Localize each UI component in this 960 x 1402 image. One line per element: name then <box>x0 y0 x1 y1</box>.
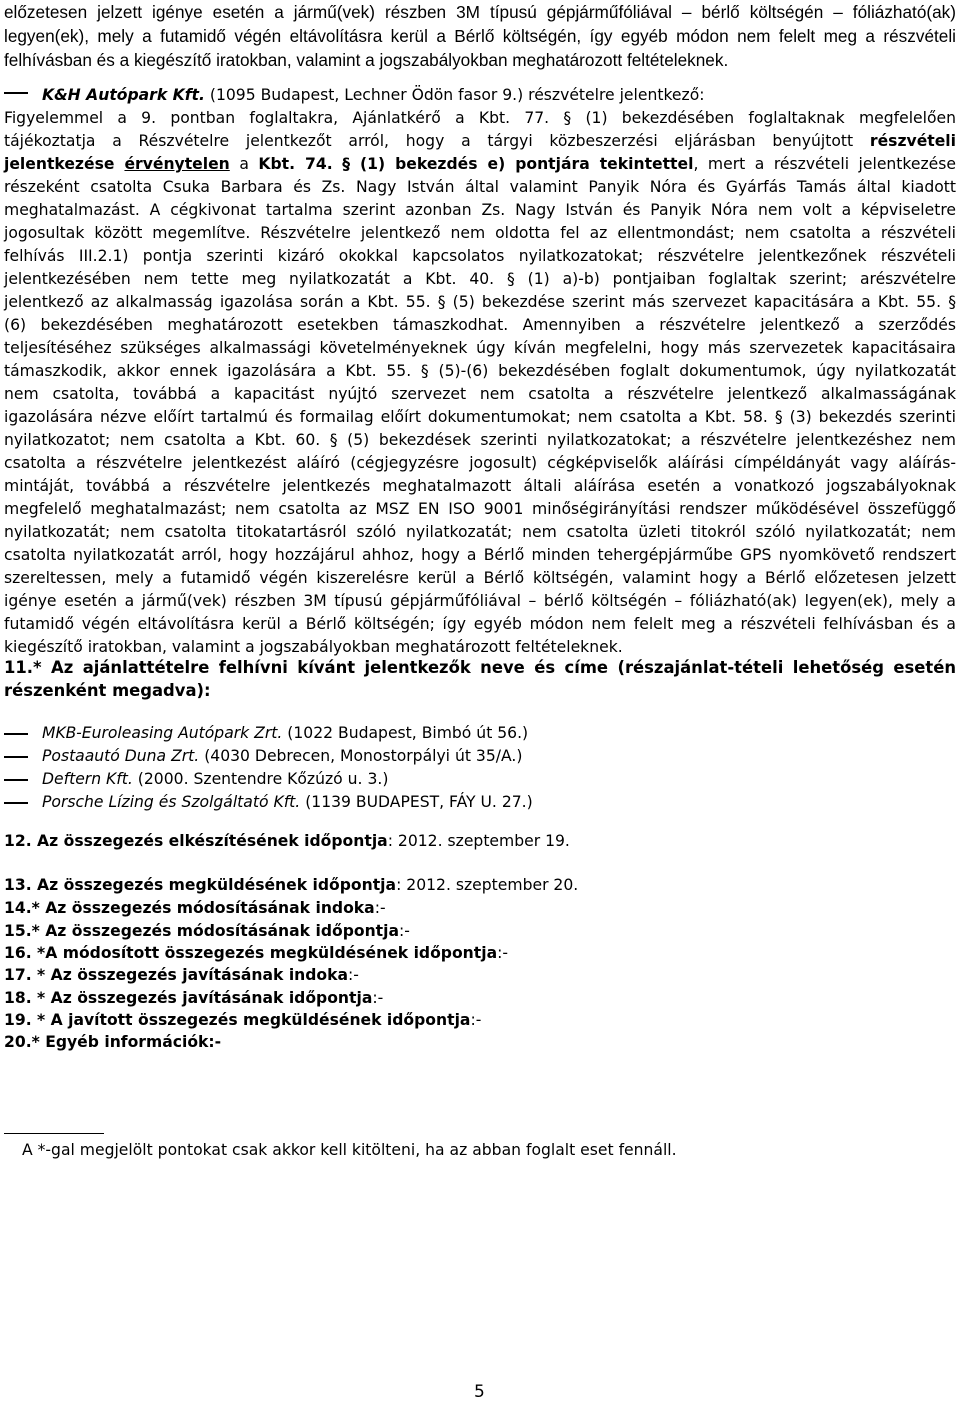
dash-marker <box>4 802 28 804</box>
footnote: A *-gal megjelölt pontokat csak akkor kell kitölteni, ha az abban foglalt eset fennáll. <box>22 1141 677 1159</box>
kh-line: jelentkező az alkalmasság igazolása során a Kbt. 55. § (5) bekezdése szerint más szervezet kapacitására a Kbt. 55. § <box>4 293 956 311</box>
dash-marker <box>4 756 28 758</box>
item-18 <box>4 987 383 1010</box>
invitee-name: MKB-Euroleasing Autópark Zrt. <box>42 724 283 742</box>
kh-line: csatolta a részvételre jelentkezést aláíró (cégjegyzésre jogosult) cégképviselők aláírási címpéldányát vagy aláírás- <box>4 454 956 472</box>
kh-line: megfelelő meghatalmazást; nem csatolta az MSZ EN ISO 9001 minőségirányítási rendszer működésével összefüggő <box>4 500 956 518</box>
item-12 <box>4 830 570 853</box>
item-label: 17. * Az összegezés javításának indoka <box>4 966 349 984</box>
footnote-rule <box>4 1133 104 1134</box>
kh-address: (1095 Budapest, Lechner Ödön fasor 9.) részvételre jelentkező: <box>204 86 705 104</box>
kh-line: Figyelemmel a 9. pontban foglaltakra, Ajánlatkérő a Kbt. 77. § (1) bekezdésében foglaltaknak megfelelően <box>4 109 956 127</box>
kh-line: kiegészítő iratokban, valamint a jogszabályokban meghatározott feltételeknek. <box>4 638 623 656</box>
kh-emphasis: § (1) bekezdés e) pontjára tekintettel <box>342 155 694 173</box>
section-11-line: 11.* Az ajánlattételre felhívni kívánt jelentkezők neve és címe (részajánlat-tételi lehetőség esetén <box>4 658 956 677</box>
item-label: 12. Az összegezés elkészítésének időpontja <box>4 832 388 850</box>
kh-line: meghatalmazást. A cégkivonat tartalma szerint azonban Zs. Nagy István és Panyik Nóra nem volt a képviseletre <box>4 201 956 219</box>
item-label: 19. * A javított összegezés megküldésének időpontja <box>4 1011 471 1029</box>
kh-invalid-word: érvénytelen <box>124 155 230 173</box>
invitee-address: (1139 BUDAPEST, FÁY U. 27.) <box>300 793 533 811</box>
kh-text: a <box>229 155 259 173</box>
item-19 <box>4 1009 481 1032</box>
item-label: 13. Az összegezés megküldésének időpontja <box>4 876 397 894</box>
section-11-line: részenként megadva): <box>4 681 211 700</box>
kh-line: igazolására nézve előírt tartalmú és formailag előírt dokumentumokat; nem csatolta a Kbt. 58. § (3) bekezdés szerinti <box>4 408 956 426</box>
kh-line: jelentkezésében nem tette meg nyilatkozatát a Kbt. 40. § (1) a)-b) pontjaiban foglaltak szerint; arészvételre <box>4 270 956 288</box>
list-item <box>4 745 533 768</box>
kh-line: igénye esetén a jármű(vek) részben 3M típusú gépjárműfóliával – bérlő költségén – fóliázható(ak) legyen(ek), mely a <box>4 592 956 610</box>
dash-marker <box>4 733 28 735</box>
intro-line: előzetesen jelzett igénye esetén a jármű(vek) részben 3M típusú gépjárműfóliával – bérlő költségén – fóliázható(ak) <box>4 2 956 22</box>
page-number: 5 <box>474 1382 485 1402</box>
item-label: 14.* Az összegezés módosításának indoka <box>4 899 375 917</box>
item-value: :- <box>497 944 508 962</box>
kh-emphasis: részvételi <box>869 132 956 150</box>
kh-heading-line <box>4 84 956 107</box>
dash-marker <box>4 92 28 94</box>
intro-line: felhívásban és a kiegészítő iratokban, valamint a jogszabályokban meghatározott feltételeknek. <box>4 50 729 70</box>
invitee-name: Postaautó Duna Zrt. <box>42 747 200 765</box>
item-label: 20.* Egyéb információk:- <box>4 1033 222 1051</box>
item-label: 15.* Az összegezés módosításának időpontja <box>4 922 399 940</box>
item-label: 18. * Az összegezés javításának időpontja <box>4 989 373 1007</box>
item-value: :- <box>470 1011 482 1029</box>
kh-line: szereltessen, mely a futamidő végén kiszerelésre kerül a Bérlő költségén, valamint hogy a Bérlő előzetesen jelzett <box>4 569 956 587</box>
list-item <box>4 768 533 791</box>
list-item <box>4 791 533 814</box>
item-20 <box>4 1031 221 1054</box>
kh-text <box>333 155 343 173</box>
kh-text: , mert a részvételi jelentkezése <box>693 155 956 173</box>
section-11-heading <box>4 656 956 702</box>
item-value: :- <box>399 922 410 940</box>
intro-paragraph <box>4 0 956 72</box>
kh-line: nem csatolta, továbbá a kapacitást nyújtó szervezet nem csatolta a részvételre jelentkező alkalmasságának <box>4 385 956 403</box>
kh-line: nyilatkozatot; nem csatolta a Kbt. 60. § (5) bekezdések szerinti nyilatkozatokat; a részvételre jelentkezéshez nem <box>4 431 956 449</box>
kh-text: tájékoztatja a Részvételre jelentkezőt arról, hogy a tárgyi közbeszerzési eljárásban benyújtott <box>4 132 870 150</box>
item-17 <box>4 964 359 987</box>
kh-line: (6) bekezdésében meghatározott esetekben támaszkodhat. Amennyiben a részvételre jelentkező a szerződés <box>4 316 956 334</box>
intro-line: legyen(ek), mely a futamidő végén eltávolításra kerül a Bérlő költségén, így egyéb módon nem felelt meg a részvételi <box>4 26 956 46</box>
kh-line: mintáját, továbbá a részvételre jelentkezés meghatalmazott általi aláírása esetén a vonatkozó jogszabályoknak <box>4 477 956 495</box>
kh-line: csatolta nyilatkozatát arról, hogy hozzájárul ahhoz, hogy a Bérlő minden tehergépjárműbe GPS nyomkövető rendszert <box>4 546 956 564</box>
item-value: : 2012. szeptember 19. <box>387 832 570 850</box>
invitee-list <box>4 722 533 814</box>
item-label: 16. *A módosított összegezés megküldésének időpontja <box>4 944 498 962</box>
invitee-name: Deftern Kft. <box>42 770 133 788</box>
list-item <box>4 722 533 745</box>
item-15 <box>4 920 410 943</box>
item-value: :- <box>374 899 386 917</box>
kh-emphasis: Kbt. 74. <box>258 155 333 173</box>
kh-line: nyilatkozatát; nem csatolta titokatartásról szóló nyilatkozatát; nem csatolta üzleti titokról szóló nyilatkozatát; nem <box>4 523 956 541</box>
item-value: :- <box>372 989 384 1007</box>
invitee-name: Porsche Lízing és Szolgáltató Kft. <box>42 793 301 811</box>
kh-line: részeként csatolta Csuka Barbara és Zs. Nagy István által valamint Panyik Nóra és Gyárfás Tamás által kiadott <box>4 178 956 196</box>
kh-line <box>4 153 956 176</box>
invitee-address: (1022 Budapest, Bimbó út 56.) <box>282 724 529 742</box>
kh-line <box>4 130 956 153</box>
item-value: :- <box>348 966 359 984</box>
invitee-address: (4030 Debrecen, Monostorpályi út 35/A.) <box>199 747 523 765</box>
dash-marker <box>4 779 28 781</box>
kh-line: felhívás III.2.1) pontja szerinti kizáró okokkal kapcsolatos nyilatkozatokat; részvételre jelentkezőnek részvételi <box>4 247 956 265</box>
kh-line: támaszkodik, akkor ennek igazolására a Kbt. 55. § (5)-(6) bekezdésében foglalt dokumentumok, úgy nyilatkozatát <box>4 362 956 380</box>
item-14 <box>4 897 386 920</box>
kh-line: teljesítéséhez szükséges alkalmassági követelményeknek úgy kíván megfelelni, hogy más szervezetek kapacitásaira <box>4 339 956 357</box>
kh-line: futamidő végén eltávolításra kerül a Bérlő költségén; így egyéb módon nem felelt meg a részvételi felhívásban és a <box>4 615 956 633</box>
kh-company-name: K&H Autópark Kft. <box>42 86 205 104</box>
item-16 <box>4 942 508 965</box>
item-value: : 2012. szeptember 20. <box>396 876 579 894</box>
kh-emphasis: jelentkezése <box>4 155 125 173</box>
kh-section <box>4 84 956 659</box>
kh-line: jogosultak között megemlítve. Részvételre jelentkező nem oldotta fel az ellentmondást; nem csatolta a részvételi <box>4 224 956 242</box>
invitee-address: (2000. Szentendre Kőzúzó u. 3.) <box>132 770 389 788</box>
item-13 <box>4 874 578 897</box>
